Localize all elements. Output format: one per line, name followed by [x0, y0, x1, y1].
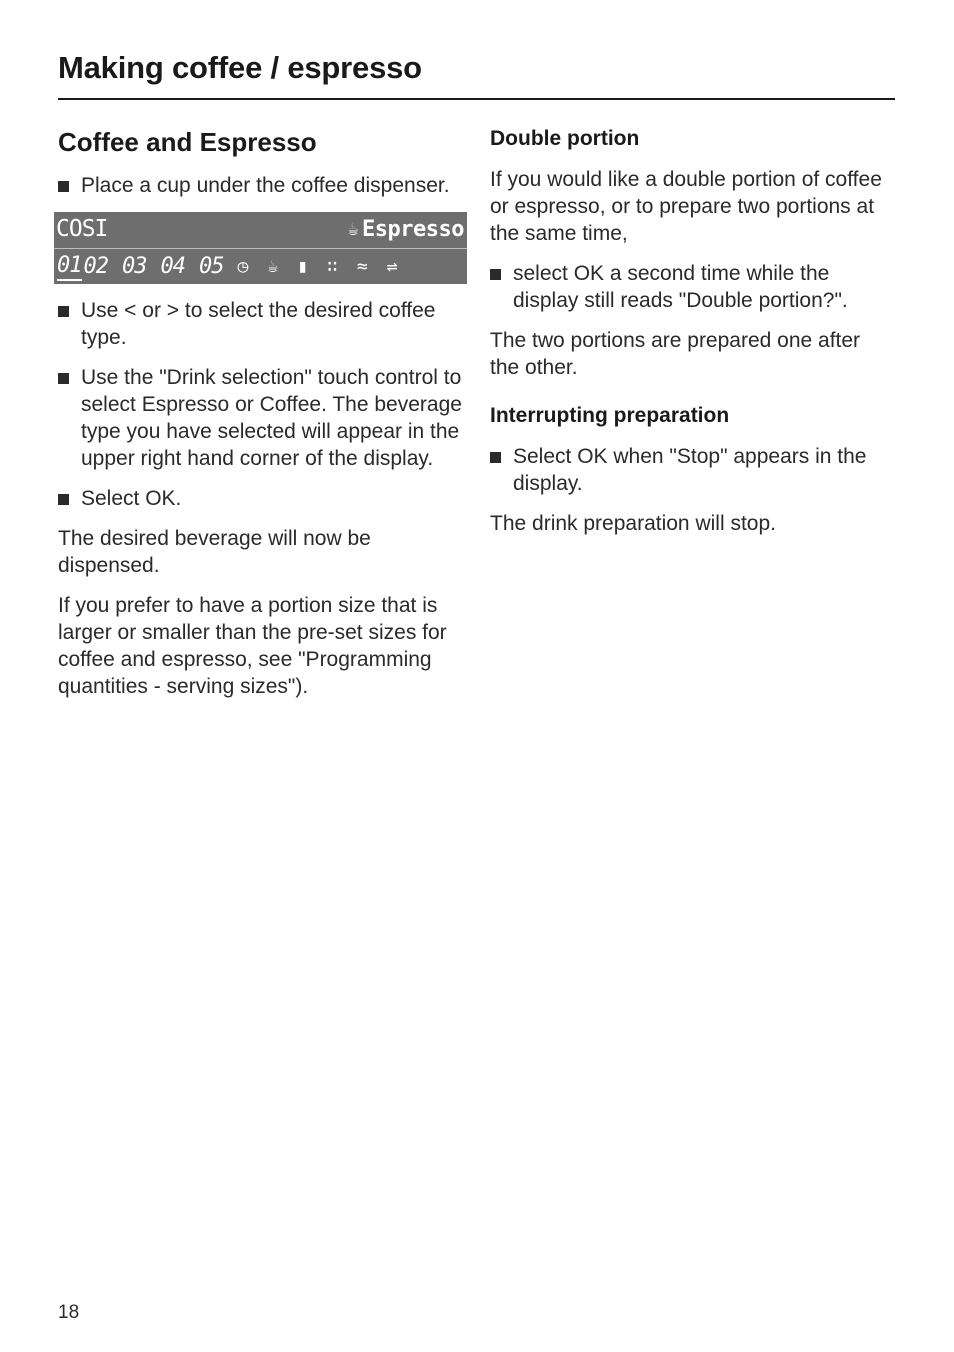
display-slot-1: 01	[57, 253, 82, 281]
bullet-text: Place a cup under the coffee dispenser.	[81, 174, 450, 197]
display-top-row	[54, 212, 467, 249]
bullet-text: Select OK.	[81, 487, 182, 510]
display-profile-label: COSI	[56, 216, 108, 242]
bullet-square-icon	[58, 181, 69, 192]
section-heading-coffee-espresso: Coffee and Espresso	[58, 127, 317, 157]
section-heading-double-portion: Double portion	[490, 127, 640, 150]
bullet-square-icon	[58, 306, 69, 317]
body-paragraph: The desired beverage will now be dispensed.	[58, 527, 371, 577]
display-menu-row	[54, 249, 467, 284]
bullet-text: select OK a second time while the display still reads "Double portion?".	[513, 262, 848, 312]
milk-bottle-icon: ▮	[297, 256, 309, 277]
page-title: Making coffee / espresso	[58, 50, 422, 85]
body-paragraph: The two portions are prepared one after the other.	[490, 329, 861, 379]
display-slot-3: 03	[122, 254, 147, 279]
bullet-text: Use the "Drink selection" touch control to select Espresso or Coffee. The beverage type you have selected will appear in the upper right hand corner of the display.	[81, 366, 462, 470]
display-beverage-label: ☕ Espresso	[347, 217, 464, 242]
rinse-icon: ≈	[356, 256, 368, 277]
left-column	[58, 124, 468, 713]
instruction-bullet	[58, 364, 468, 472]
bullet-square-icon	[490, 269, 501, 280]
cup-icon: ☕	[267, 256, 279, 277]
bullet-square-icon	[490, 452, 501, 463]
instruction-bullet	[58, 172, 468, 199]
section-heading-interrupting: Interrupting preparation	[490, 404, 730, 427]
bullet-text: Select OK when "Stop" appears in the display.	[513, 445, 867, 495]
steam-icon: ∷	[327, 256, 338, 277]
display-slot-4: 04	[160, 254, 185, 279]
body-paragraph: If you would like a double portion of coffee or espresso, or to prepare two portions at the same time,	[490, 168, 882, 245]
bullet-text: Use < or > to select the desired coffee type.	[81, 299, 436, 349]
page-number: 18	[58, 1302, 80, 1323]
body-paragraph: If you prefer to have a portion size that is larger or smaller than the pre-set sizes for coffee and espresso, see "Programming quantities - serving sizes").	[58, 594, 447, 698]
instruction-bullet	[58, 297, 468, 351]
title-divider	[58, 98, 895, 100]
body-paragraph: The drink preparation will stop.	[490, 512, 776, 535]
cup-icon: ☕	[347, 219, 359, 240]
instruction-bullet	[490, 443, 895, 497]
display-slot-5: 05	[199, 254, 224, 279]
instruction-bullet	[58, 485, 468, 512]
settings-sliders-icon: ⇌	[386, 256, 398, 277]
lcd-display	[54, 212, 467, 284]
bullet-square-icon	[58, 494, 69, 505]
right-column	[490, 124, 895, 550]
timer-icon: ◷	[237, 256, 249, 277]
bullet-square-icon	[58, 373, 69, 384]
display-slot-2: 02	[83, 254, 108, 279]
instruction-bullet	[490, 260, 895, 314]
